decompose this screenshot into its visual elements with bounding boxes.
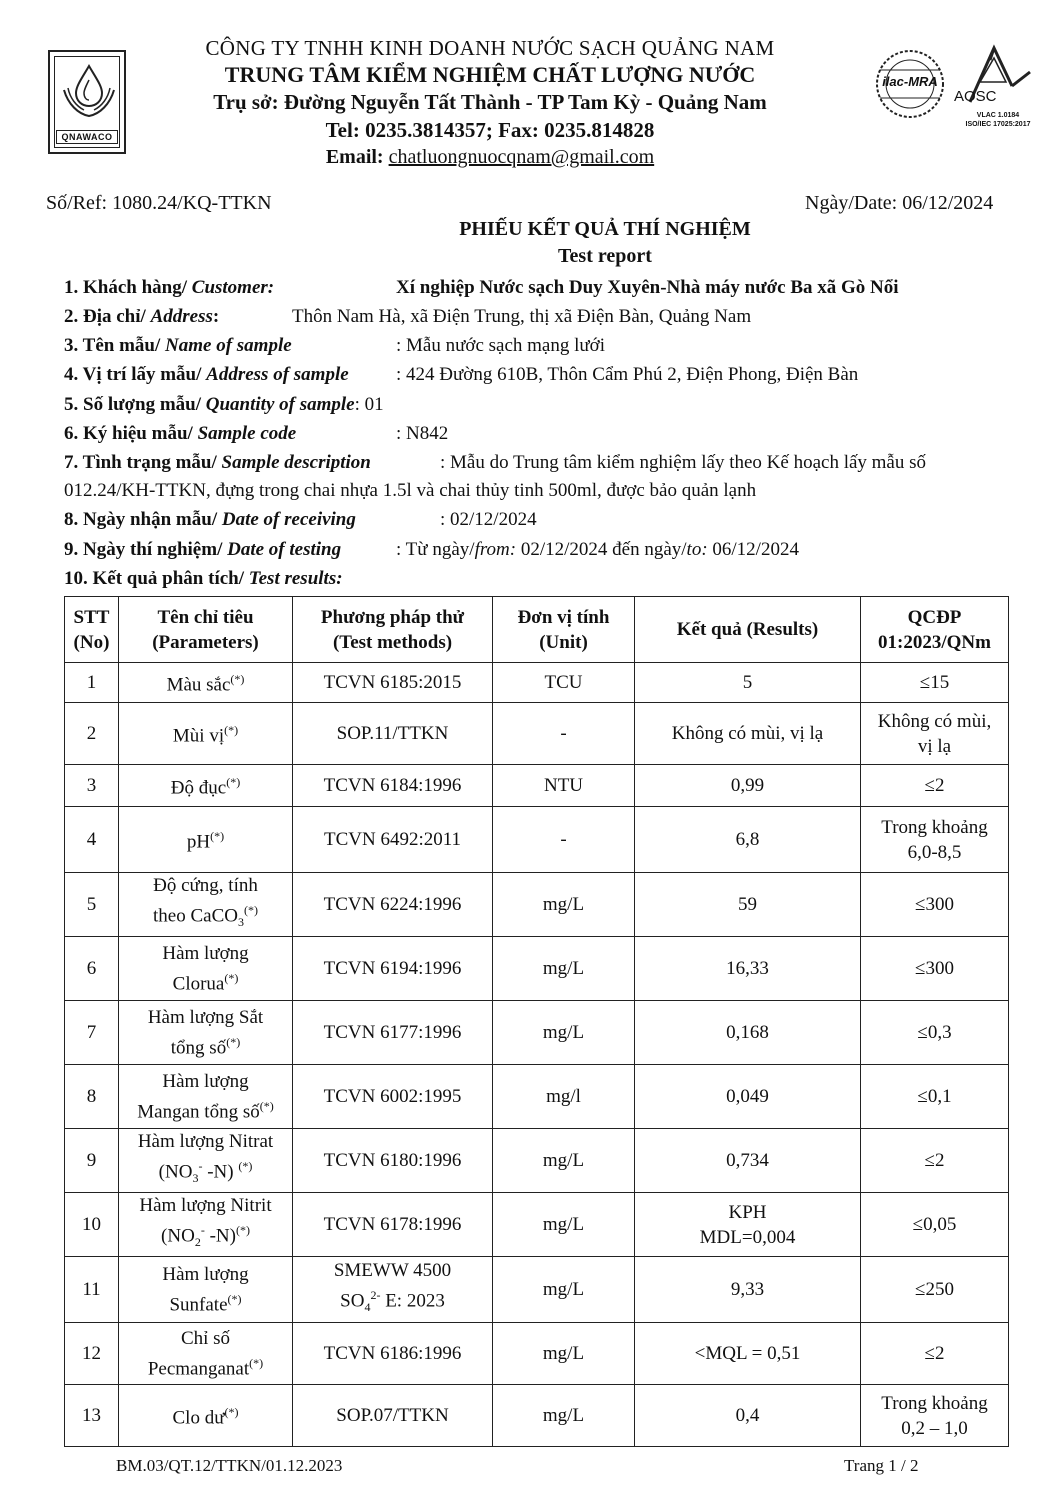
email-label: Email:: [325, 146, 384, 168]
ilac-mra-logo: [872, 46, 948, 122]
sample-description-value-1: : Mẫu do Trung tâm kiểm nghiệm lấy theo Kế hoạch lấy mẫu số: [440, 452, 927, 473]
sample-name-value: : Mẫu nước sạch mạng lưới: [396, 335, 606, 356]
sample-name-line: 3. Tên mẫu/ Name of sample: [64, 335, 292, 356]
table-header-row: [65, 597, 1009, 663]
table-row: 7 Hàm lượng Sắt tổng số(*) TCVN 6177:1996 mg/L 0,168 ≤0,3: [65, 1001, 1009, 1065]
receiving-date-line: 8. Ngày nhận mẫu/ Date of receiving: [64, 509, 356, 530]
email-link[interactable]: chatluongnuocqnam@gmail.com: [388, 146, 655, 168]
table-row: 2 Mùi vị(*) SOP.11/TTKN - Không có mùi, vị lạ Không có mùi, vị lạ: [65, 703, 1009, 765]
table-row: 6 Hàm lượng Clorua(*) TCVN 6194:1996 mg/L 16,33 ≤300: [65, 937, 1009, 1001]
address-line: 2. Địa chỉ/ Address:: [64, 306, 220, 327]
address-value: Thôn Nam Hà, xã Điện Trung, thị xã Điện Bàn, Quảng Nam: [292, 306, 752, 327]
header-method: Phương pháp thử (Test methods): [293, 597, 493, 663]
company-email-line: [160, 146, 820, 169]
water-drop-hands-icon: [58, 60, 120, 128]
report-title: PHIẾU KẾT QUẢ THÍ NGHIỆM: [459, 218, 751, 240]
table-row: 4 pH(*) TCVN 6492:2011 - 6,8 Trong khoảng 6,0-8,5: [65, 807, 1009, 873]
aosc-iso: ISO/IEC 17025:2017: [965, 121, 1031, 128]
report-date: Ngày/Date: 06/12/2024: [805, 192, 994, 214]
table-row: 5 Độ cứng, tính theo CaCO$_3$(*) TCVN 6224:1996 mg/L 59 ≤300: [65, 873, 1009, 937]
table-row: 12 Chỉ số Pecmanganat(*) TCVN 6186:1996 mg/L <MQL = 0,51 ≤2: [65, 1323, 1009, 1385]
customer-line: 1. Khách hàng/ Customer:: [64, 277, 275, 298]
header-result: Kết quả (Results): [635, 597, 861, 663]
company-address: Trụ sở: Đường Nguyễn Tất Thành - TP Tam Kỳ - Quảng Nam: [213, 90, 767, 114]
aosc-text: AOSC: [954, 88, 997, 105]
sample-location-line: 4. Vị trí lấy mẫu/ Address of sample: [64, 364, 349, 385]
company-name: CÔNG TY TNHH KINH DOANH NƯỚC SẠCH QUẢNG NAM: [205, 36, 775, 60]
sample-code-line: 6. Ký hiệu mẫu/ Sample code: [64, 423, 297, 444]
results-heading: 10. Kết quả phân tích/ Test results:: [64, 568, 343, 589]
ilac-text: ilac-MRA: [882, 74, 938, 89]
table-row: 3 Độ đục(*) TCVN 6184:1996 NTU 0,99 ≤2: [65, 765, 1009, 807]
receiving-date-value: : 02/12/2024: [440, 509, 537, 530]
sample-quantity-line: 5. Số lượng mẫu/ Quantity of sample: 01: [64, 394, 384, 415]
results-table: [64, 596, 1009, 1447]
sample-location-value: : 424 Đường 610B, Thôn Cẩm Phú 2, Điện Phong, Điện Bàn: [396, 364, 859, 385]
sample-code-value: : N842: [396, 423, 449, 444]
logo-caption: QNAWACO: [56, 130, 118, 144]
testing-date-value: : Từ ngày/from: 02/12/2024 đến ngày/to: 06/12/2024: [396, 539, 799, 560]
table-row: 1 Màu sắc(*) TCVN 6185:2015 TCU 5 ≤15: [65, 663, 1009, 703]
testing-date-line: 9. Ngày thí nghiệm/ Date of testing: [64, 539, 342, 560]
sample-description-line: 7. Tình trạng mẫu/ Sample description: [64, 452, 371, 473]
table-row: 8 Hàm lượng Mangan tổng số(*) TCVN 6002:1995 mg/l 0,049 ≤0,1: [65, 1065, 1009, 1129]
aosc-logo: [950, 42, 1040, 132]
report-subtitle: Test report: [558, 245, 652, 267]
qnawaco-logo: [48, 50, 126, 154]
header-no: STT (No): [65, 597, 119, 663]
reference-number: Số/Ref: 1080.24/KQ-TTKN: [46, 192, 272, 214]
table-row: 11 Hàm lượng Sunfate(*) SMEWW 4500 $SO_4^{2-}$ E: 2023 mg/L 9,33 ≤250: [65, 1257, 1009, 1323]
page-number: Trang 1 / 2: [844, 1456, 919, 1475]
header-parameter: Tên chỉ tiêu (Parameters): [119, 597, 293, 663]
header-unit: Đơn vị tính (Unit): [493, 597, 635, 663]
customer-value: Xí nghiệp Nước sạch Duy Xuyên-Nhà máy nước Ba xã Gò Nổi: [396, 277, 899, 298]
table-row: 9 Hàm lượng Nitrat ($NO_3^-$ -N) (*) TCVN 6180:1996 mg/L 0,734 ≤2: [65, 1129, 1009, 1193]
company-phone: Tel: 0235.3814357; Fax: 0235.814828: [325, 118, 655, 142]
table-row: 13 Clo dư(*) SOP.07/TTKN mg/L 0,4 Trong khoảng 0,2 – 1,0: [65, 1385, 1009, 1447]
aosc-vlac: VLAC 1.0184: [976, 112, 1020, 119]
center-name: TRUNG TÂM KIỂM NGHIỆM CHẤT LƯỢNG NƯỚC: [224, 62, 756, 87]
sample-description-value-2: 012.24/KH-TTKN, đựng trong chai nhựa 1.5l và chai thủy tinh 500ml, được bảo quản lạnh: [64, 480, 757, 501]
table-row: 10 Hàm lượng Nitrit ($NO_2^-$ -N)(*) TCVN 6178:1996 mg/L KPH MDL=0,004 ≤0,05: [65, 1193, 1009, 1257]
form-code: BM.03/QT.12/TTKN/01.12.2023: [116, 1456, 343, 1475]
header-standard: QCĐP 01:2023/QNm: [861, 597, 1009, 663]
